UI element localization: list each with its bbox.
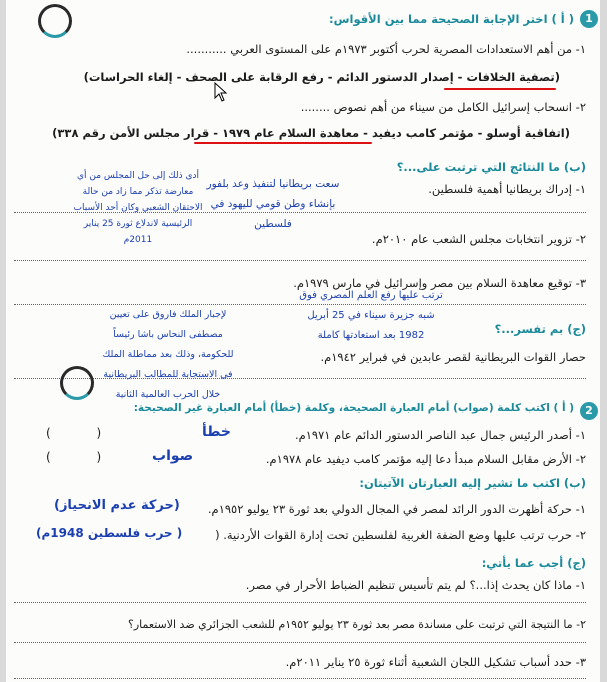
question-1-badge: 1 — [580, 10, 598, 28]
answer-line — [14, 602, 586, 603]
mouse-cursor-icon — [214, 82, 228, 102]
q2-b-item2: ٢- حرب ترتب عليها وضع الضفة الغربية لفلسطين تحت إدارة القوات الأردنية. ( — [215, 528, 586, 542]
handwritten-answer-c1: لإجبار الملك فاروق على تعيين مصطفى النحاس باشا رئيساً للحكومة، وذلك بعد مماطلة الملك في الاستجابة للمطالب البريطانية خلال الحرب العالمية الثانية — [102, 309, 234, 400]
q1-c-item1: حصار القوات البريطانية لقصر عابدين في فبراير ١٩٤٢م. — [320, 350, 586, 364]
q2-part-c-heading: (ج) أجب عما يأتي: — [481, 556, 586, 570]
q1-a-item2: ٢- انسحاب إسرائيل الكامل من سيناء من أهم نصوص ........ — [300, 100, 586, 114]
handwritten-answer-b3: ترتب عليها رفع العلم المصري فوق شبه جزيرة سيناء في 25 أبريل 1982 بعد استعادتها كاملة — [299, 290, 443, 341]
q2-a-item2: ٢- الأرض مقابل السلام مبدأ دعا إليه مؤتمر كامب ديفيد عام ١٩٧٨م. — [265, 452, 586, 466]
answer-parentheses: ( ) — [46, 426, 102, 440]
q1-part-b-heading: (ب) ما النتائج التي ترتبت على...؟ — [396, 160, 586, 174]
q2-c-item3: ٣- حدد أسباب تشكيل اللجان الشعبية أثناء ثورة ٢٥ يناير ٢٠١١م. — [285, 655, 586, 669]
answer-line — [14, 260, 586, 261]
handwritten-false: خطأ — [202, 424, 231, 440]
q1-part-a-heading: ( أ ) اختر الإجابة الصحيحة مما بين الأقواس: — [329, 12, 574, 26]
q1-part-c-heading: (ج) بم تفسر...؟ — [494, 322, 586, 336]
score-circle-q1 — [38, 4, 72, 38]
q1-b-item3: ٣- توقيع معاهدة السلام بين مصر وإسرائيل في مارس ١٩٧٩م. — [293, 276, 586, 290]
handwritten-nonaligned: (حركة عدم الانحياز) — [54, 498, 180, 513]
handwritten-true: صواب — [152, 448, 194, 464]
q1-b-item1: ١- إدراك بريطانيا أهمية فلسطين. — [428, 182, 586, 196]
handwritten-answer-b1: سعت بريطانيا لتنفيذ وعد بلفور بإنشاء وطن قومي لليهود في فلسطين — [206, 178, 340, 230]
q2-a-item1: ١- أصدر الرئيس جمال عبد الناصر الدستور الدائم عام ١٩٧١م. — [294, 428, 586, 442]
q2-part-b-heading: (ب) اكتب ما تشير إليه العبارتان الآتيتان: — [359, 476, 586, 490]
answer-parentheses: ( ) — [46, 450, 102, 464]
answer-underline-1 — [444, 88, 556, 90]
q2-b-item1: ١- حركة أظهرت الدور الرائد لمصر في المجال الدولي بعد ثورة ٢٣ يوليو ١٩٥٢م. — [207, 502, 586, 516]
q1-a-item1: ١- من أهم الاستعدادات المصرية لحرب أكتوبر ١٩٧٣م على المستوى العربي ........... — [186, 42, 586, 56]
worksheet-page — [6, 0, 600, 682]
q2-c-item1: ١- ماذا كان يحدث إذا...؟ لم يتم تأسيس تنظيم الضباط الأحرار في مصر. — [245, 578, 586, 592]
handwritten-palestine: ( حرب فلسطين 1948م) — [36, 526, 183, 540]
q1-a-item2-options: (اتفاقية أوسلو - مؤتمر كامب ديفيد - معاهدة السلام عام ١٩٧٩ - قرار مجلس الأمن رقم ٣٣٨) — [52, 126, 570, 140]
q2-c-item2: ٢- ما النتيجة التي ترتبت على مساندة مصر بعد ثورة ٢٣ يوليو ١٩٥٢م للشعب الجزائري ضد الاستعمار؟ — [128, 618, 586, 631]
handwritten-answer-b2: أدى ذلك إلى حل المجلس من أي معارضة تذكر مما زاد من حالة الاحتقان الشعبي وكان أحد الأسباب الرئيسية لاندلاع ثورة 25 يناير 2011م — [73, 171, 203, 245]
question-2-badge: 2 — [580, 402, 598, 420]
answer-line — [14, 678, 586, 679]
q1-a-item1-options: (تصفية الخلافات - إصدار الدستور الدائم - رفع الرقابة على الصحف - إلغاء الحراسات) — [83, 70, 560, 84]
answer-underline-2 — [194, 142, 372, 144]
q1-b-item2: ٢- تزوير انتخابات مجلس الشعب عام ٢٠١٠م. — [371, 232, 586, 246]
q2-part-a-heading: ( أ ) اكتب كلمة (صواب) أمام العبارة الصحيحة، وكلمة (خطأ) أمام العبارة غير الصحيحة: — [133, 402, 574, 414]
answer-line — [14, 642, 586, 643]
